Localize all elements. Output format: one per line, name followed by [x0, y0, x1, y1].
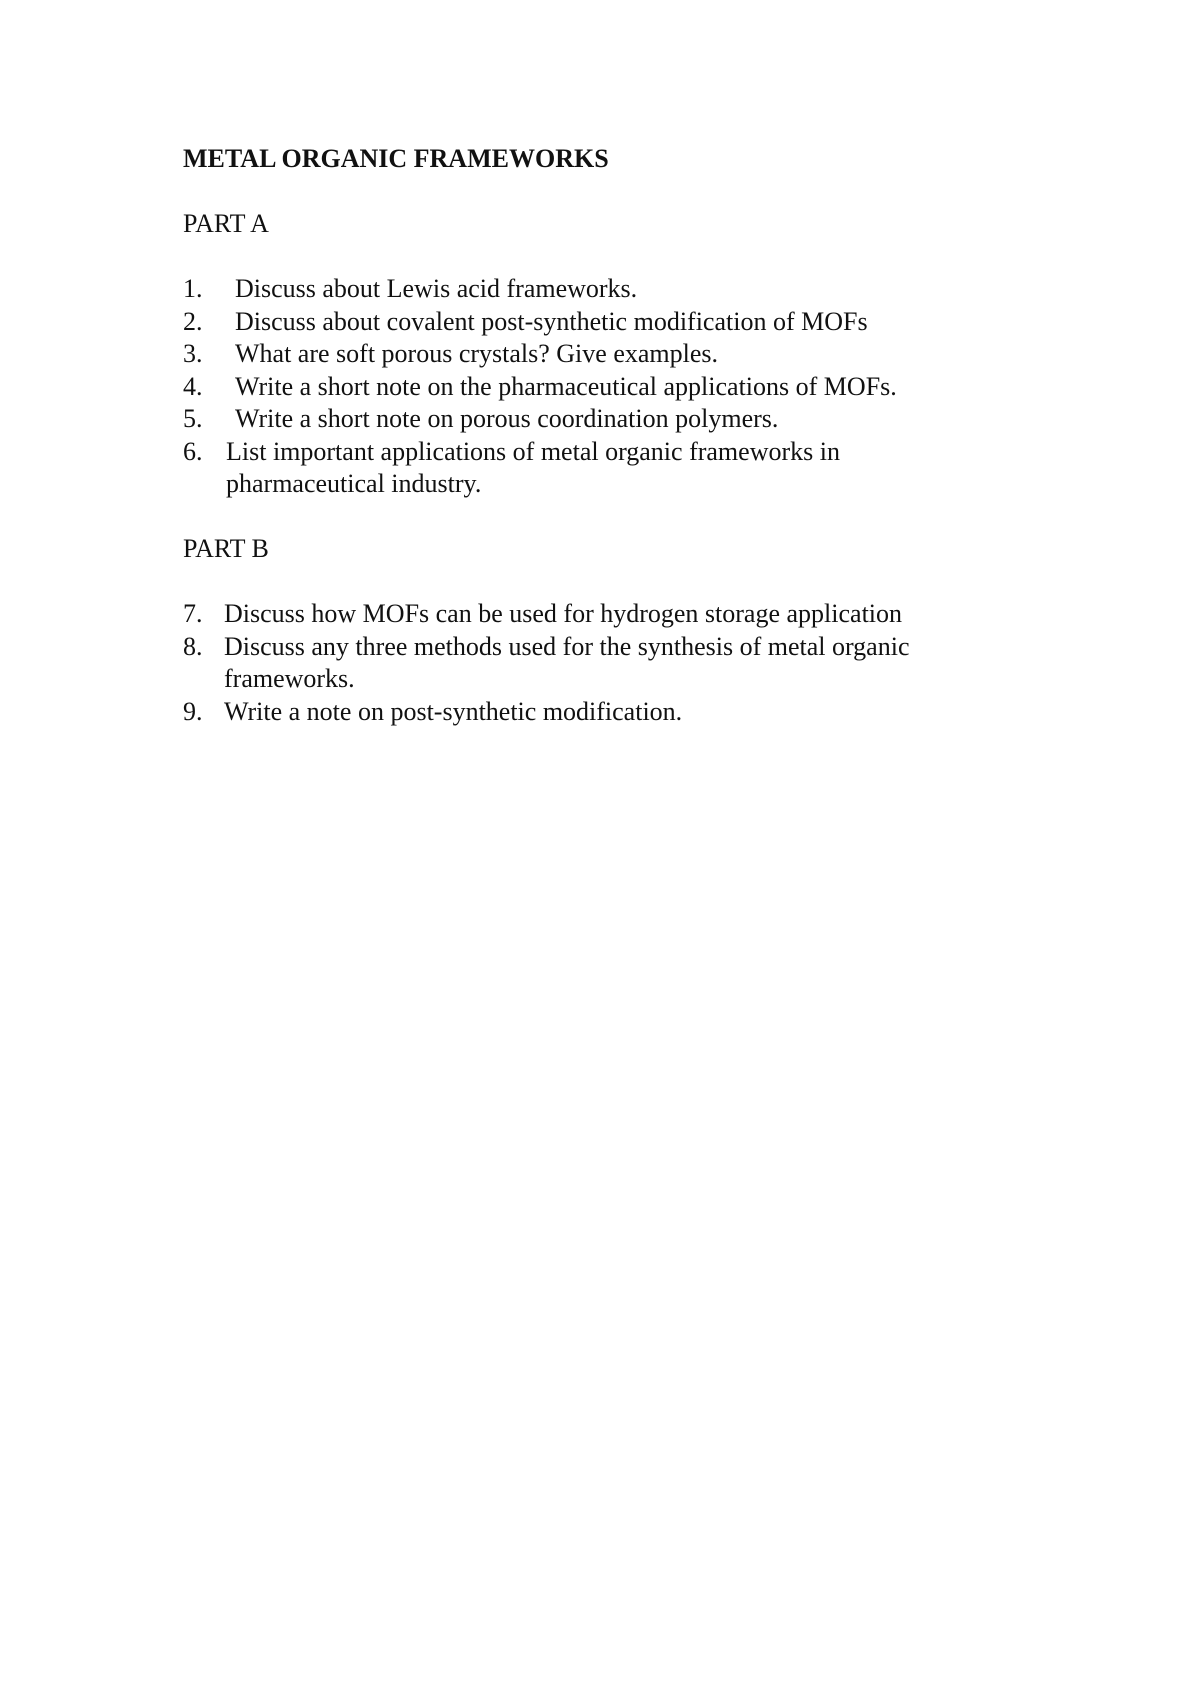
spacer: [183, 501, 1063, 534]
part-b-question-list: [183, 598, 1063, 728]
question-item: [183, 436, 1063, 501]
question-number: 3.: [183, 339, 203, 368]
part-a-question-list: [183, 273, 1063, 501]
question-number: 7.: [183, 599, 203, 628]
spacer: [183, 176, 1063, 209]
question-text: Write a short note on porous coordination polymers.: [235, 404, 779, 433]
document-title: METAL ORGANIC FRAMEWORKS: [183, 144, 609, 173]
question-text: List important applications of metal organic frameworks in pharmaceutical industry.: [226, 436, 840, 498]
part-b-heading: PART B: [183, 534, 269, 563]
question-text: Write a note on post-synthetic modification.: [224, 696, 683, 726]
question-text: Discuss any three methods used for the synthesis of metal organic frameworks.: [224, 631, 910, 693]
question-number: 1.: [183, 274, 203, 303]
question-item: [183, 403, 1063, 436]
question-text: What are soft porous crystals? Give examples.: [235, 339, 719, 368]
question-item: [183, 338, 1063, 371]
question-item: [183, 306, 1063, 339]
question-number: 2.: [183, 306, 203, 336]
question-number: 4.: [183, 371, 203, 401]
question-item: [183, 371, 1063, 404]
spacer: [183, 241, 1063, 274]
question-number: 9.: [183, 696, 203, 726]
part-a-heading: PART A: [183, 209, 269, 238]
question-number: 6.: [183, 436, 203, 466]
question-item: [183, 696, 1063, 729]
question-text: Discuss how MOFs can be used for hydrogen storage application: [224, 599, 903, 628]
question-item: [183, 631, 1063, 696]
question-number: 8.: [183, 631, 203, 661]
question-item: [183, 598, 1063, 631]
document-body: [183, 143, 1063, 728]
question-item: [183, 273, 1063, 306]
question-text: Discuss about covalent post-synthetic modification of MOFs: [235, 306, 868, 336]
question-text: Write a short note on the pharmaceutical applications of MOFs.: [235, 371, 897, 401]
question-number: 5.: [183, 404, 203, 433]
spacer: [183, 566, 1063, 599]
question-text: Discuss about Lewis acid frameworks.: [235, 274, 638, 303]
